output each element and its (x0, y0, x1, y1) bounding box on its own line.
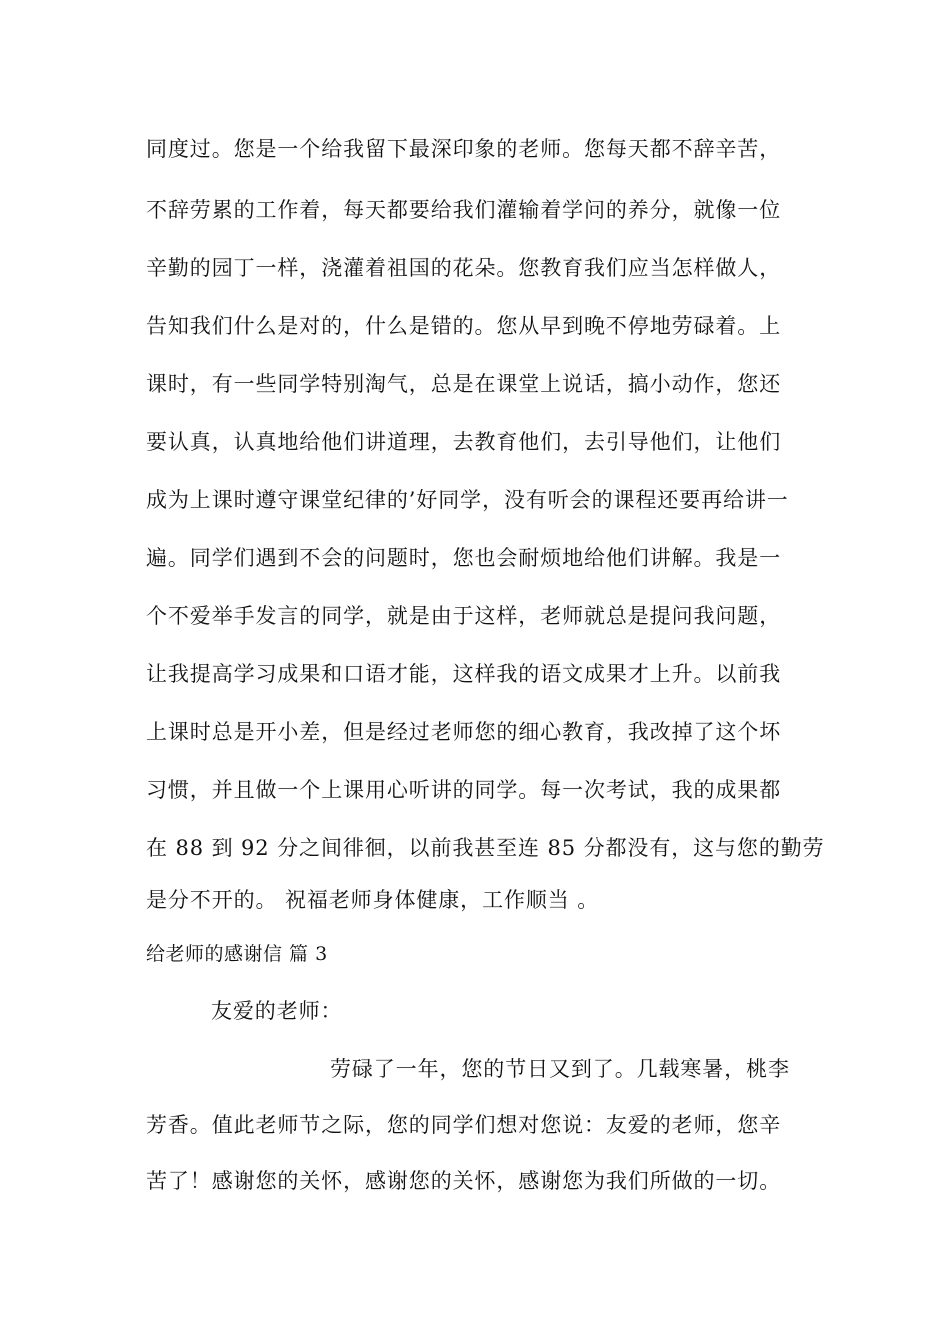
paragraph-line: 成为上课时遵守课堂纪律的’好同学，没有听会的课程还要再给讲一 (146, 488, 789, 512)
paragraph-line: 辛勤的园丁一样，浇灌着祖国的花朵。您教育我们应当怎样做人， (146, 256, 782, 280)
paragraph-line: 告知我们什么是对的，什么是错的。您从早到晚不停地劳碌着。上 (146, 314, 782, 338)
paragraph-line: 遍。同学们遇到不会的问题时，您也会耐烦地给他们讲解。我是一 (146, 546, 782, 570)
paragraph-line: 苦了！感谢您的关怀，感谢您的关怀，感谢您为我们所做的一切。 (146, 1169, 782, 1193)
paragraph-line: 同度过。您是一个给我留下最深印象的老师。您每天都不辞辛苦， (146, 137, 782, 161)
paragraph-line: 不辞劳累的工作着，每天都要给我们灌输着学问的养分，就像一位 (146, 198, 782, 222)
paragraph-line: 劳碌了一年，您的节日又到了。几载寒暑，桃李 (330, 1057, 790, 1081)
paragraph-line: 芳香。值此老师节之际，您的同学们想对您说：友爱的老师，您辛 (146, 1113, 782, 1137)
paragraph-line: 习惯，并且做一个上课用心听讲的同学。每一次考试，我的成果都 (146, 778, 782, 802)
paragraph-line: 是分不开的。 祝福老师身体健康，工作顺当 。 (146, 888, 600, 912)
section-heading: 给老师的感谢信 篇 3 (146, 943, 328, 965)
paragraph-line: 让我提高学习成果和口语才能，这样我的语文成果才上升。以前我 (146, 662, 782, 686)
paragraph-line: 上课时总是开小差，但是经过老师您的细心教育，我改掉了这个坏 (146, 720, 782, 744)
paragraph-line: 课时，有一些同学特别淘气，总是在课堂上说话，搞小动作，您还 (146, 372, 782, 396)
paragraph-line: 个不爱举手发言的同学，就是由于这样，老师就总是提问我问题， (146, 604, 782, 628)
paragraph-line: 在 88 到 92 分之间徘徊，以前我甚至连 85 分都没有，这与您的勤劳 (146, 836, 825, 860)
paragraph-line: 要认真，认真地给他们讲道理，去教育他们，去引导他们，让他们 (146, 430, 782, 454)
salutation: 友爱的老师： (211, 999, 343, 1023)
